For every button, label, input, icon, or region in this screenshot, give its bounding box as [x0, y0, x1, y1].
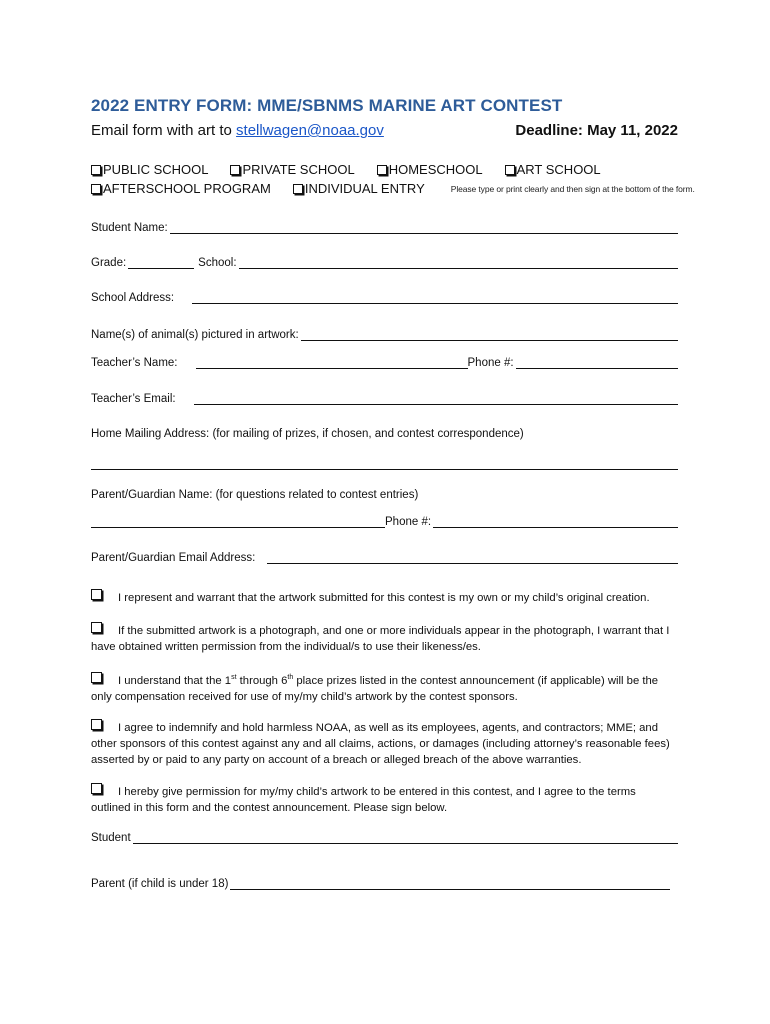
guardian-name-field: Phone #:: [91, 516, 678, 528]
checkbox-icon: [230, 165, 240, 175]
animals-field[interactable]: Name(s) of animal(s) pictured in artwork:: [91, 329, 678, 341]
agreement-5: I hereby give permission for my/my child’s artwork to be entered in this contest, and I agree to the terms outlined in this form and the contest announcement. Please sign below.: [91, 783, 678, 816]
guardian-email-field[interactable]: Parent/Guardian Email Address:: [91, 552, 678, 564]
guardian-email-line[interactable]: [267, 553, 678, 564]
home-address-label: Home Mailing Address: (for mailing of prizes, if chosen, and contest correspondence): [91, 428, 524, 440]
student-signature-field[interactable]: Student: [91, 832, 678, 844]
student-name-field[interactable]: Student Name:: [91, 222, 678, 234]
teacher-name-line[interactable]: [196, 358, 468, 369]
checkbox-public-school[interactable]: PUBLIC SCHOOL: [91, 162, 208, 177]
checkbox-icon: [293, 184, 303, 194]
email-link[interactable]: stellwagen@noaa.gov: [236, 122, 384, 139]
entry-type-row-1: [91, 162, 623, 177]
guardian-phone-line[interactable]: [433, 517, 678, 528]
email-instruction: [91, 122, 384, 139]
checkbox-art-school[interactable]: ART SCHOOL: [505, 162, 601, 177]
grade-line[interactable]: [128, 258, 194, 269]
agreement-checkbox-3[interactable]: [91, 672, 102, 683]
agreement-checkbox-2[interactable]: [91, 622, 102, 633]
checkbox-individual-entry[interactable]: INDIVIDUAL ENTRY: [293, 181, 425, 196]
checkbox-afterschool-program[interactable]: AFTERSCHOOL PROGRAM: [91, 181, 271, 196]
teacher-email-line[interactable]: [194, 394, 678, 405]
agreement-2: If the submitted artwork is a photograph, and one or more individuals appear in the photograph, I warrant that I have obtained written permission from the individual/s to use their likeness/es.: [91, 622, 678, 655]
school-address-line[interactable]: [192, 293, 678, 304]
home-address-line[interactable]: [91, 469, 678, 470]
checkbox-icon: [91, 184, 101, 194]
grade-school-field: Grade: School:: [91, 257, 678, 269]
agreement-4: I agree to indemnify and hold harmless NOAA, as well as its employees, agents, and contractors; MME; and other sponsors of this contest against any and all claims, actions, or damages (including attorney’s reasonable fees) asserted by or paid to any party on account of a breach or alleged breach of the above warranties.: [91, 719, 678, 768]
teacher-phone-line[interactable]: [516, 358, 678, 369]
entry-type-row-2: [91, 181, 695, 196]
checkbox-icon: [377, 165, 387, 175]
student-name-line[interactable]: [170, 223, 678, 234]
parent-signature-field[interactable]: Parent (if child is under 18): [91, 878, 670, 890]
agreement-checkbox-1[interactable]: [91, 589, 102, 600]
teacher-name-field: Teacher’s Name: Phone #:: [91, 357, 678, 369]
checkbox-icon: [505, 165, 515, 175]
student-signature-line[interactable]: [133, 833, 678, 844]
form-title: 2022 ENTRY FORM: MME/SBNMS MARINE ART CONTEST: [91, 96, 563, 115]
agreement-checkbox-4[interactable]: [91, 719, 102, 730]
school-line[interactable]: [239, 258, 678, 269]
teacher-email-field[interactable]: Teacher’s Email:: [91, 393, 678, 405]
agreement-3: I understand that the 1st through 6th place prizes listed in the contest announcement (if applicable) will be the only compensation received for use of my/my child’s artwork by the contest sponsors.: [91, 670, 678, 705]
agreement-checkbox-5[interactable]: [91, 783, 102, 794]
agreement-1: I represent and warrant that the artwork submitted for this contest is my own or my child’s original creation.: [91, 589, 678, 606]
animals-line[interactable]: [301, 330, 678, 341]
deadline: Deadline: May 11, 2022: [515, 122, 678, 139]
checkbox-homeschool[interactable]: HOMESCHOOL: [377, 162, 483, 177]
school-address-field[interactable]: School Address:: [91, 292, 678, 304]
instruction-note: Please type or print clearly and then sign at the bottom of the form.: [450, 183, 695, 194]
checkbox-icon: [91, 165, 101, 175]
email-prefix: Email form with art to: [91, 122, 237, 139]
checkbox-private-school[interactable]: PRIVATE SCHOOL: [230, 162, 354, 177]
parent-signature-line[interactable]: [230, 879, 670, 890]
guardian-name-label: Parent/Guardian Name: (for questions related to contest entries): [91, 489, 419, 501]
guardian-name-line[interactable]: [91, 517, 385, 528]
